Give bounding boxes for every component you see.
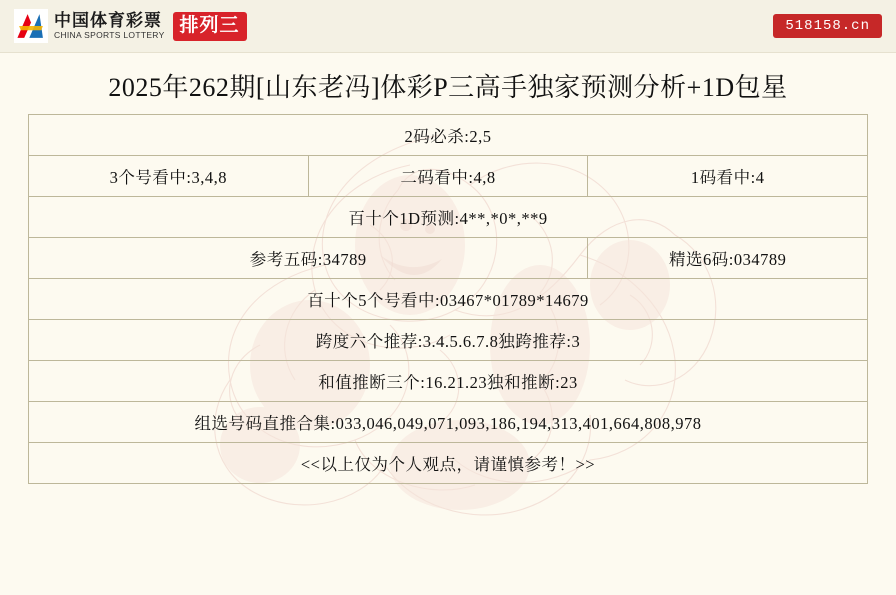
selected-six-codes-cell: 精选6码:034789 <box>588 238 868 279</box>
table-row <box>29 156 868 197</box>
table-row <box>29 361 868 402</box>
one-d-forecast-cell: 百十个1D预测:4**,*0*,**9 <box>29 197 868 238</box>
brand-text <box>54 8 165 44</box>
brand-logo[interactable] <box>14 6 247 46</box>
page-title: 2025年262期[山东老冯]体彩P三高手独家预测分析+1D包星 <box>108 73 788 102</box>
kill-two-codes-cell: 2码必杀:2,5 <box>29 115 868 156</box>
site-header <box>0 0 896 53</box>
table-row <box>29 279 868 320</box>
prediction-table-wrap <box>28 114 868 484</box>
site-domain-chip: 518158.cn <box>773 14 882 38</box>
table-row <box>29 197 868 238</box>
sports-lottery-logo-icon <box>14 9 48 43</box>
table-row <box>29 443 868 484</box>
group-selection-numbers-cell: 组选号码直推合集:033,046,049,071,093,186,194,313,401,664,808,978 <box>29 402 868 443</box>
table-row <box>29 320 868 361</box>
table-row <box>29 402 868 443</box>
span-recommendation-cell: 跨度六个推荐:3.4.5.6.7.8独跨推荐:3 <box>29 320 868 361</box>
three-numbers-cell: 3个号看中:3,4,8 <box>29 156 309 197</box>
five-numbers-by-position-cell: 百十个5个号看中:03467*01789*14679 <box>29 279 868 320</box>
brand-name-en: CHINA SPORTS LOTTERY <box>54 30 165 40</box>
reference-five-codes-cell: 参考五码:34789 <box>29 238 588 279</box>
one-code-cell: 1码看中:4 <box>588 156 868 197</box>
table-row <box>29 115 868 156</box>
two-codes-cell: 二码看中:4,8 <box>308 156 588 197</box>
brand-name-cn: 中国体育彩票 <box>54 11 162 30</box>
sum-value-judgement-cell: 和值推断三个:16.21.23独和推断:23 <box>29 361 868 402</box>
game-badge-pailie3: 排列三 <box>173 12 247 41</box>
disclaimer-cell: <<以上仅为个人观点，请谨慎参考！>> <box>29 443 868 484</box>
prediction-table <box>28 114 868 484</box>
table-row <box>29 238 868 279</box>
